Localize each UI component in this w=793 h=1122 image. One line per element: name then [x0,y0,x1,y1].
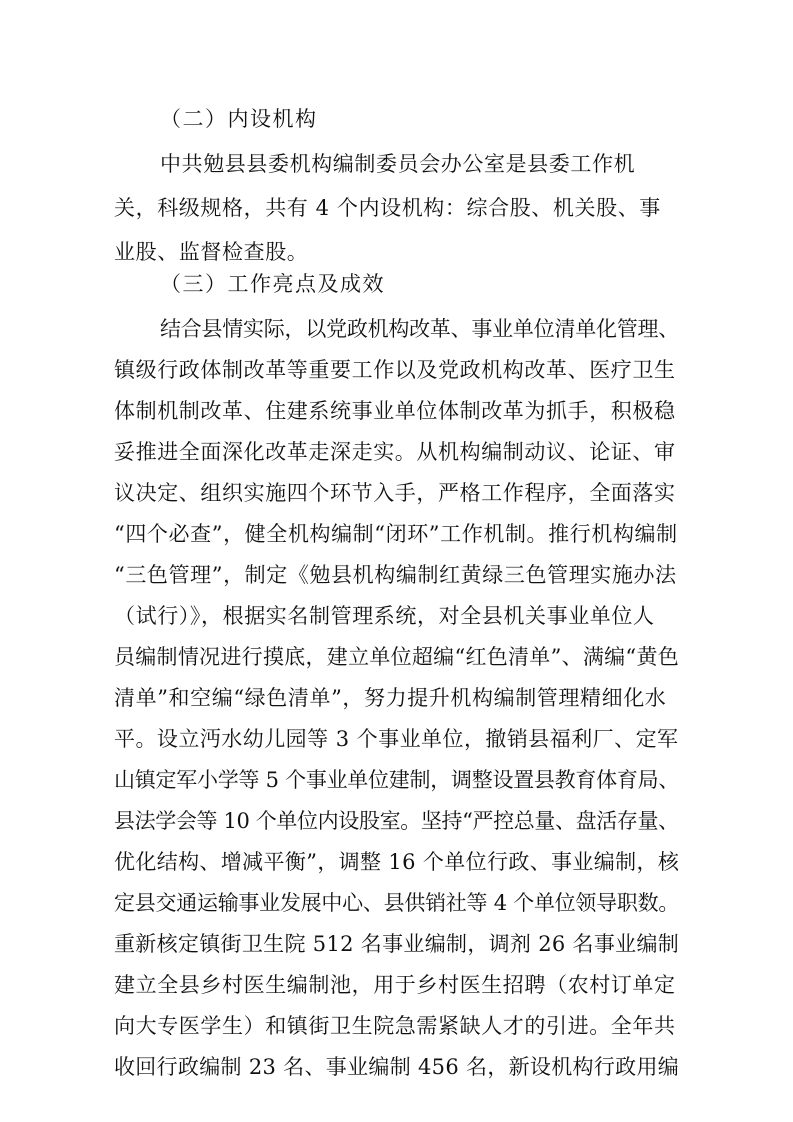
paragraph-line: 平。设立沔水幼儿园等 3 个事业单位，撤销县福利厂、定军 [114,727,679,751]
paragraph-line: 议决定、组织实施四个环节入手，严格工作程序，全面落实 [114,481,676,505]
paragraph-line: 员编制情况进行摸底，建立单位超编“红色清单”、满编“黄色 [114,645,680,669]
paragraph-line: 县法学会等 10 个单位内设股室。坚持“严控总量、盘活存量、 [114,809,679,833]
paragraph-line: 收回行政编制 23 名、事业编制 456 名，新设机构行政用编 [114,1055,680,1079]
paragraph-line: 体制机制改革、住建系统事业单位体制改革为抓手，积极稳 [114,399,676,423]
paragraph-line: 建立全县乡村医生编制池，用于乡村医生招聘（农村订单定 [114,973,676,997]
paragraph-line: 关，科级规格，共有 4 个内设机构：综合股、机关股、事 [114,196,661,220]
paragraph-line: 妥推进全面深化改革走深走实。从机构编制动议、论证、审 [114,440,676,464]
section-heading-internal-departments: （二）内设机构 [160,107,318,131]
paragraph-line: 重新核定镇街卫生院 512 名事业编制，调剂 26 名事业编制 [114,932,680,956]
paragraph-line: “三色管理”，制定《勉县机构编制红黄绿三色管理实施办法 [114,563,677,587]
paragraph-line: 清单”和空编“绿色清单”，努力提升机构编制管理精细化水 [114,686,667,710]
paragraph-line: 业股、监督检查股。 [114,240,309,264]
paragraph-line: 山镇定军小学等 5 个事业单位建制，调整设置县教育体育局、 [114,768,680,792]
paragraph-line: “四个必查”，健全机构编制“闭环”工作机制。推行机构编制 [114,522,678,546]
paragraph-line: 优化结构、增减平衡”，调整 16 个单位行政、事业编制，核 [114,850,680,874]
section-heading-highlights: （三）工作亮点及成效 [160,272,385,296]
paragraph-line: 中共勉县县委机构编制委员会办公室是县委工作机 [160,152,636,176]
paragraph-line: （试行）》，根据实名制管理系统，对全县机关事业单位人 [114,604,655,628]
paragraph-line: 定县交通运输事业发展中心、县供销社等 4 个单位领导职数。 [114,891,680,915]
paragraph-line: 结合县情实际，以党政机构改革、事业单位清单化管理、 [160,317,679,341]
paragraph-line: 向大专医学生）和镇街卫生院急需紧缺人才的引进。全年共 [114,1014,676,1038]
paragraph-line: 镇级行政体制改革等重要工作以及党政机构改革、医疗卫生 [114,358,676,382]
